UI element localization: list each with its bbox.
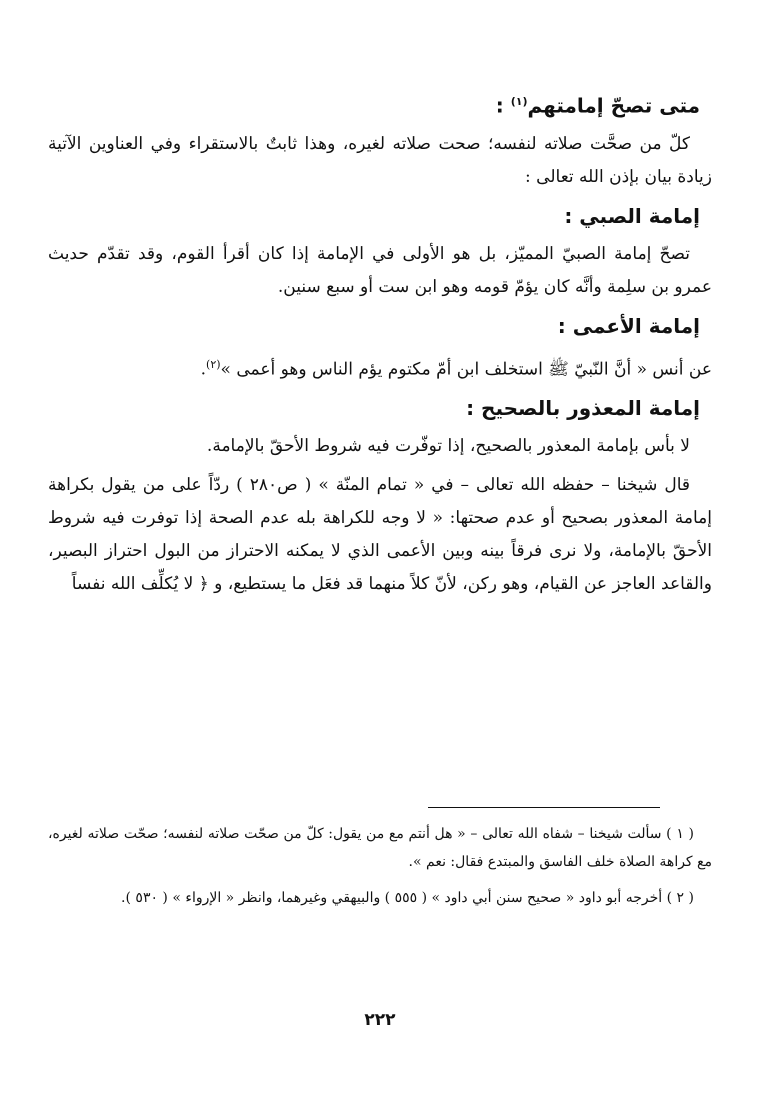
paragraph-blind-imam <box>48 348 712 387</box>
sentence-end: . <box>200 359 207 380</box>
section-heading-excused-imam: إمامة المعذور بالصحيح : <box>466 396 700 421</box>
paragraph-general-rule: كلّ من صحَّت صلاته لنفسه؛ صحت صلاته لغيره، وهذا ثابتٌ بالاستقراء وفي العناوين الآتية زيادة بيان بإذن الله تعالى : <box>48 133 712 187</box>
paragraph-child-imam: تصحّ إمامة الصبيّ المميّز، بل هو الأولى في الإمامة إذا كان أقرأ القوم، وقد تقدّم حديث عمرو بن سلِمة وأنَّه كان يؤمّ قومه وهو ابن ست أو سبع سنين. <box>48 243 712 297</box>
footnote-2: ( ٢ ) أخرجه أبو داود « صحيح سنن أبي داود » ( ٥٥٥ ) والبيهقي وغيرهما، وانظر « الإرواء » ( ٥٣٠ ). <box>121 890 694 906</box>
page-number: ٢٢٢ <box>364 1010 396 1030</box>
section-heading-child-imam: إمامة الصبي : <box>564 203 700 228</box>
footnote-divider <box>428 807 660 808</box>
section-heading-blind-imam: إمامة الأعمى : <box>557 313 700 338</box>
footnote-marker-1[interactable]: (١) <box>510 95 528 108</box>
paragraph-excused-imam: لا بأس بإمامة المعذور بالصحيح، إذا توفّرت فيه شروط الأحقّ بالإمامة. <box>206 436 690 457</box>
footnote-marker-2[interactable]: (٢) <box>206 357 221 371</box>
section-heading-when-valid <box>48 86 712 122</box>
footnote-1: ( ١ ) سألت شيخنا – شفاه الله تعالى – « هل أنتم مع من يقول: كلّ من صحّت صلاته لنفسه؛ صحّت صلاته لغيره، مع كراهة الصلاة خلف الفاسق والمبتدع فقال: نعم ». <box>48 826 712 870</box>
heading-colon: : <box>495 93 504 118</box>
page-body <box>48 82 712 607</box>
footnotes <box>48 820 712 920</box>
paragraph-sheikh-quote: قال شيخنا – حفظه الله تعالى – في « تمام المنّة » ( ص٢٨٠ ) ردّاً على من يقول بكراهة إمامة المعذور بصحيح أو عدم صحتها: « لا وجه للكراهة بله عدم الصحة إذا توفرت فيه شروط الأحقّ بالإمامة، ولا نرى فرقاً بينه وبين الأعمى الذي لا يمكنه الاحتراز من البول احتراز البصير، والقاعد العاجز عن القيام، وهو ركن، لأنّ كلاً منهما قد فعَل ما يستطيع، و ﴿ لا يُكلِّف الله نفساً <box>48 475 712 595</box>
hadith-text: عن أنس « أنَّ النّبيّ ﷺ استخلف ابن أمّ مكتوم يؤم الناس وهو أعمى » <box>220 359 712 380</box>
heading-text: متى تصحّ إمامتهم <box>527 93 700 118</box>
